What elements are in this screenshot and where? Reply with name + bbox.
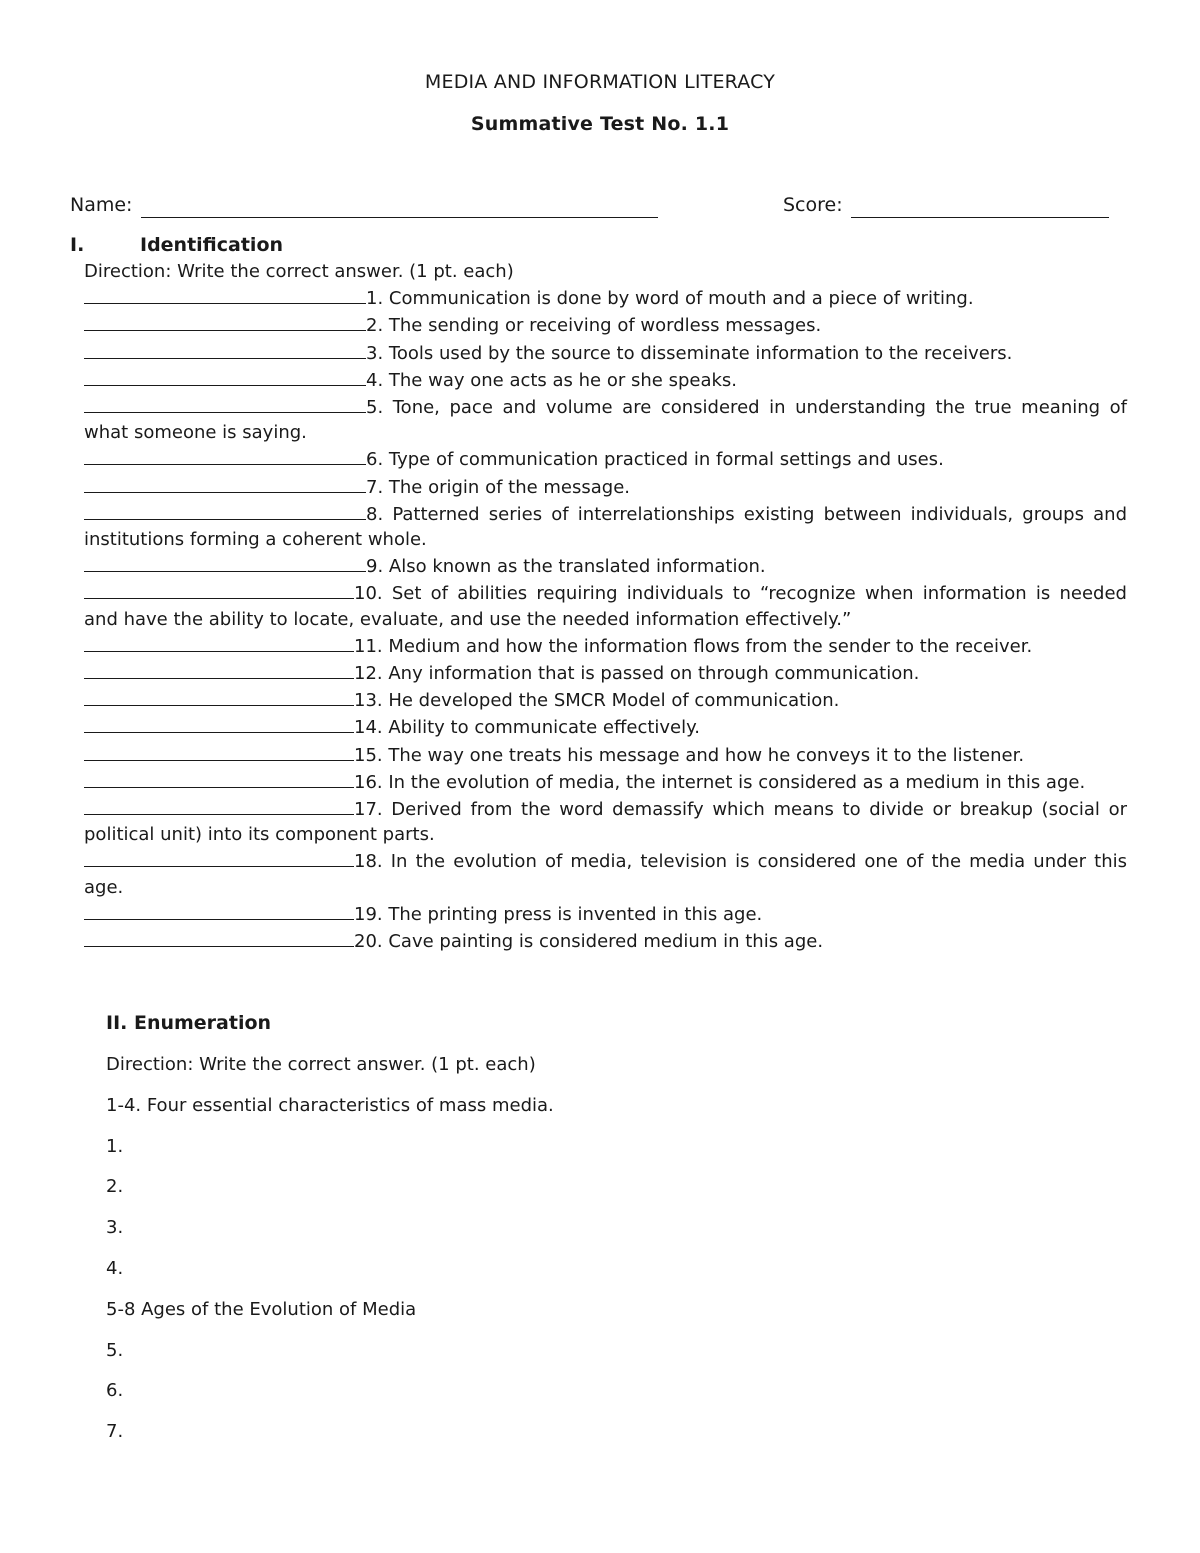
answer-blank[interactable] (84, 473, 366, 493)
answer-blank[interactable] (84, 927, 354, 947)
answer-blank[interactable] (84, 339, 366, 359)
enumeration-items (106, 1053, 554, 1461)
question-text: 4. The way one acts as he or she speaks. (366, 369, 738, 391)
question-text: 18. In the evolution of media, television is considered one of the media under this age. (84, 851, 1127, 898)
question-text: 1. Communication is done by word of mouth and a piece of writing. (366, 288, 974, 310)
question-item (84, 741, 1127, 768)
answer-blank[interactable] (84, 284, 366, 304)
answer-blank[interactable] (84, 847, 354, 867)
document-subtitle: Summative Test No. 1.1 (470, 113, 730, 135)
identification-direction: Direction: Write the correct answer. (1 pt. each) (84, 261, 514, 282)
answer-blank[interactable] (84, 445, 366, 465)
question-item (84, 713, 1127, 740)
identification-items (84, 259, 1127, 954)
name-field[interactable] (141, 217, 658, 218)
question-text: 17. Derived from the word demassify which means to divide or breakup (social or political unit) into its component parts. (84, 799, 1127, 846)
answer-blank[interactable] (84, 713, 354, 733)
answer-blank[interactable] (84, 741, 354, 761)
question-text: 9. Also known as the translated information. (366, 556, 766, 578)
answer-blank[interactable] (84, 366, 366, 386)
question-item (84, 500, 1127, 552)
question-text: 10. Set of abilities requiring individuals to “recognize when information is needed and have the ability to locate, evaluate, and use the needed information effectively.” (84, 583, 1127, 630)
section-identification-heading (70, 234, 283, 256)
enumeration-line: 3. (106, 1217, 124, 1239)
answer-blank[interactable] (84, 311, 366, 331)
question-item (84, 473, 1127, 500)
answer-blank[interactable] (84, 552, 366, 572)
answer-blank[interactable] (84, 795, 354, 815)
answer-blank[interactable] (84, 500, 366, 520)
question-text: 8. Patterned series of interrelationships existing between individuals, groups and institutions forming a coherent whole. (84, 503, 1127, 551)
question-item (84, 393, 1127, 445)
question-item (84, 366, 1127, 393)
question-text: 11. Medium and how the information flows from the sender to the receiver. (354, 635, 1033, 657)
question-text: 5. Tone, pace and volume are considered in understanding the true meaning of what someone is saying. (84, 397, 1127, 444)
enumeration-line: 1. (106, 1135, 124, 1157)
question-text: 7. The origin of the message. (366, 476, 631, 498)
question-item (84, 847, 1127, 899)
answer-blank[interactable] (84, 659, 354, 679)
enumeration-line: 5. (106, 1339, 124, 1361)
question-text: 13. He developed the SMCR Model of communication. (354, 690, 840, 712)
question-item (84, 579, 1127, 631)
enumeration-line: 5-8 Ages of the Evolution of Media (106, 1298, 417, 1320)
question-item (84, 445, 1127, 472)
answer-blank[interactable] (84, 393, 366, 413)
question-item (84, 339, 1127, 366)
question-text: 12. Any information that is passed on through communication. (354, 663, 920, 685)
enumeration-direction: Direction: Write the correct answer. (1 pt. each) (106, 1054, 536, 1075)
question-text: 2. The sending or receiving of wordless messages. (366, 315, 822, 337)
answer-blank[interactable] (84, 579, 354, 599)
enumeration-line: 1-4. Four essential characteristics of mass media. (106, 1094, 554, 1116)
question-text: 16. In the evolution of media, the internet is considered as a medium in this age. (354, 771, 1086, 793)
question-text: 14. Ability to communicate effectively. (354, 717, 700, 739)
answer-blank[interactable] (84, 632, 354, 652)
question-item (84, 927, 1127, 954)
question-item (84, 552, 1127, 579)
question-text: 3. Tools used by the source to disseminate information to the receivers. (366, 342, 1013, 364)
question-item (84, 768, 1127, 795)
question-text: 15. The way one treats his message and how he conveys it to the listener. (354, 744, 1025, 766)
section-number: I. (70, 234, 85, 256)
question-text: 20. Cave painting is considered medium in this age. (354, 931, 824, 953)
score-label: Score: (783, 194, 843, 216)
answer-blank[interactable] (84, 768, 354, 788)
question-item (84, 284, 1127, 311)
score-field[interactable] (851, 217, 1109, 218)
question-text: 19. The printing press is invented in this age. (354, 903, 763, 925)
enumeration-line: 4. (106, 1257, 124, 1279)
section-enumeration-heading: II. Enumeration (106, 1012, 272, 1034)
enumeration-line: 2. (106, 1176, 124, 1198)
section-title: Identification (140, 234, 284, 256)
question-item (84, 900, 1127, 927)
answer-blank[interactable] (84, 686, 354, 706)
name-label: Name: (70, 194, 133, 216)
answer-blank[interactable] (84, 900, 354, 920)
enumeration-line: 6. (106, 1380, 124, 1402)
question-item (84, 659, 1127, 686)
question-item (84, 795, 1127, 847)
enumeration-line: 7. (106, 1421, 124, 1443)
question-text: 6. Type of communication practiced in formal settings and uses. (366, 449, 944, 471)
question-item (84, 632, 1127, 659)
question-item (84, 686, 1127, 713)
question-item (84, 311, 1127, 338)
document-title: MEDIA AND INFORMATION LITERACY (424, 71, 776, 93)
